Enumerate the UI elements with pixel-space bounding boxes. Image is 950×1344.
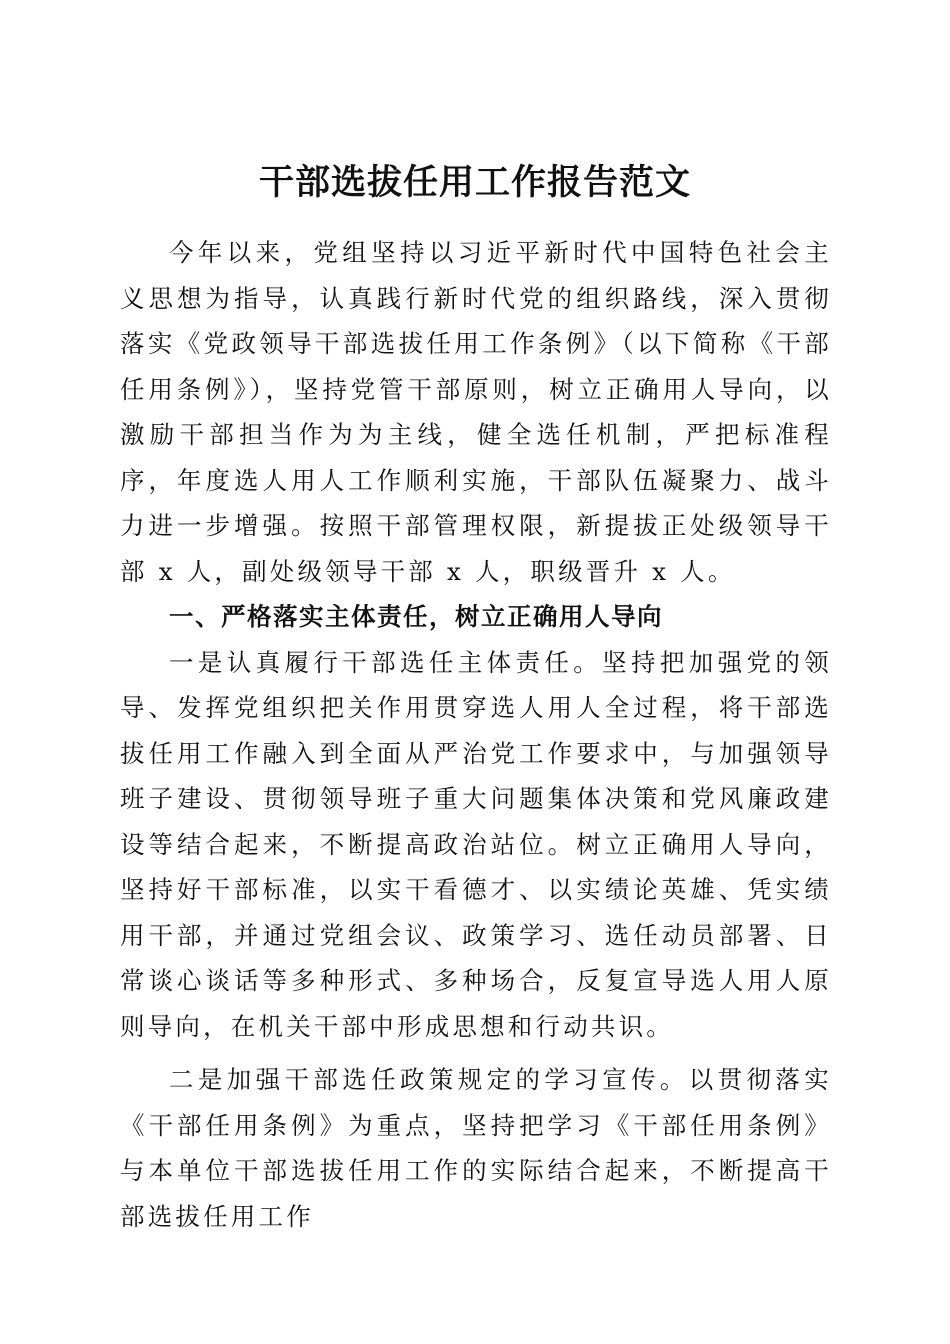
section-1-heading: 一、严格落实主体责任，树立正确用人导向 <box>169 602 663 631</box>
document-title: 干部选拔任用工作报告范文 <box>258 162 691 204</box>
point-1-lead: 一是认真履行干部选任主体责任。 <box>169 647 603 677</box>
point-2-lead: 二是加强干部选任政策规定的学习宣传。 <box>169 1065 689 1094</box>
point-1-paragraph <box>120 640 832 1050</box>
intro-paragraph: 今年以来，党组坚持以习近平新时代中国特色社会主义思想为指导，认真践行新时代党的组织路线，深入贯彻落实《党政领导干部选拔任用工作条例》（以下简称《干部任用条例》），坚持党管干部原则，树立正确用人导向，以激励干部担当作为为主线，健全选任机制，严把标准程序，年度选人用人工作顺利实施，干部队伍凝聚力、战斗力进一步增强。按照干部管理权限，新提拔正处级领导干部 x 人，副处级领导干部 x 人，职级晋升 x 人。 <box>120 238 832 586</box>
point-1-text: 坚持把加强党的领导、发挥党组织把关作用贯穿选人用人全过程，将干部选拔任用工作融入到全面从严治党工作要求中，与加强领导班子建设、贯彻领导班子重大问题集体决策和党风廉政建设等结合起来，不断提高政治站位。树立正确用人导向，坚持好干部标准，以实干看德才、以实绩论英雄、凭实绩用干部，并通过党组会议、政策学习、选任动员部署、日常谈心谈话等多种形式、多种场合，反复宣导选人用人原则导向，在机关干部中形成思想和行动共识。 <box>120 647 832 1041</box>
point-2-text: 以贯彻落实《干部任用条例》为重点，坚持把学习《干部任用条例》与本单位干部选拔任用工作的实际结合起来，不断提高干部选拔任用工作 <box>120 1065 832 1231</box>
point-2-paragraph <box>120 1057 832 1239</box>
document-body <box>120 230 832 1239</box>
